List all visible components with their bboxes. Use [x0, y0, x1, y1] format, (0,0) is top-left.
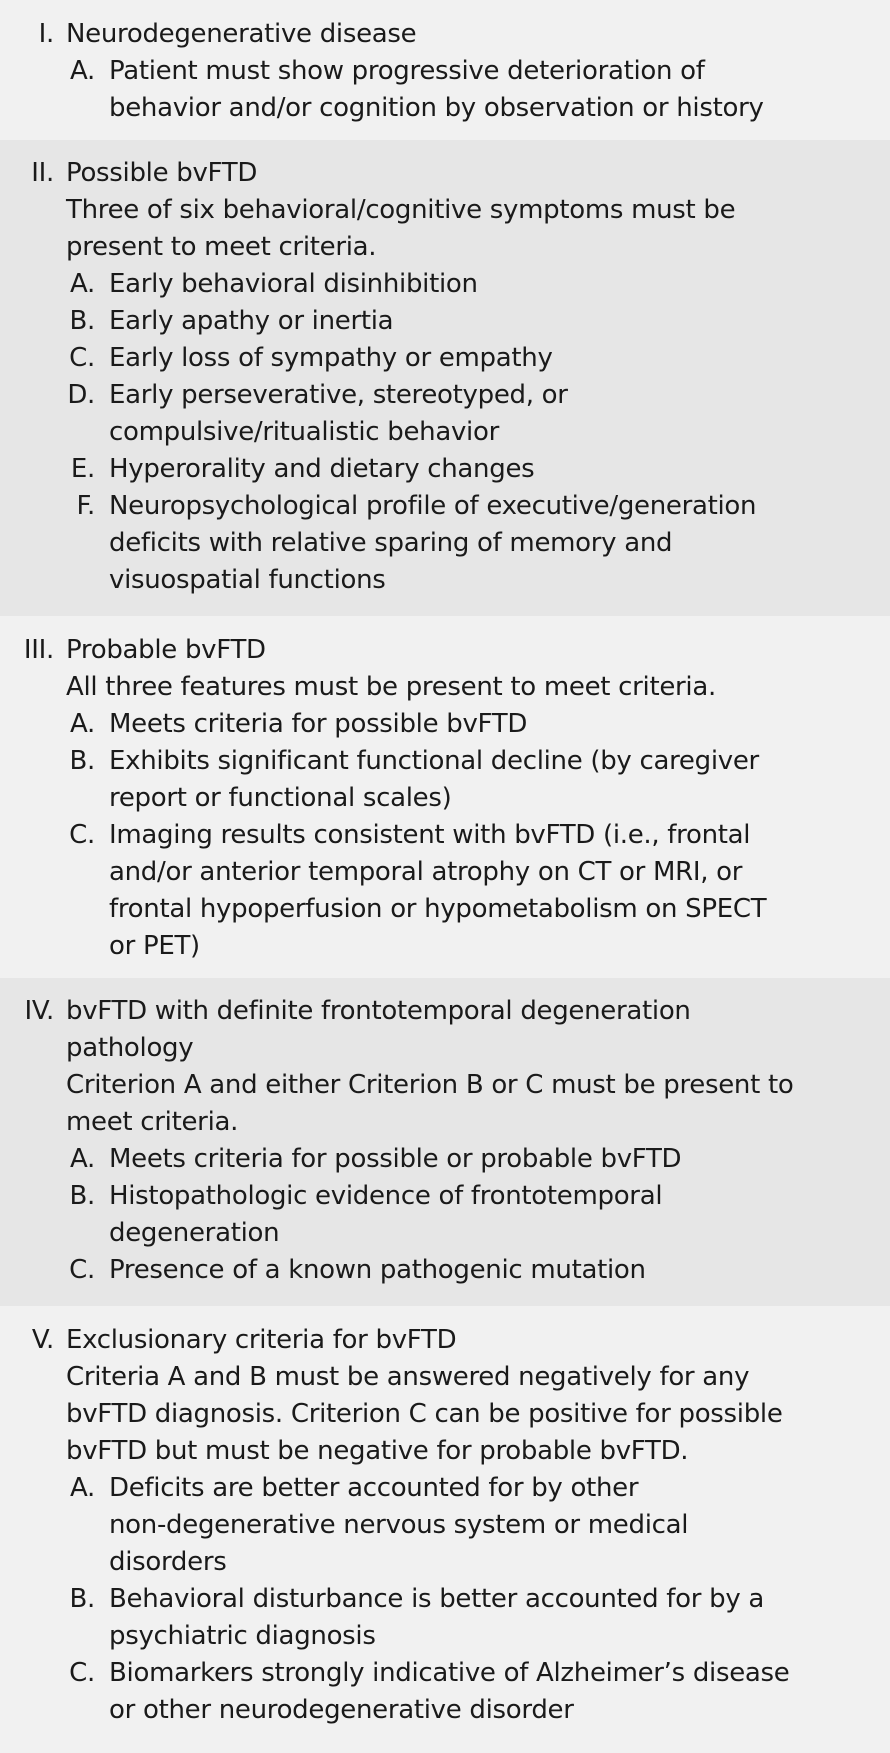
- section-note: Three of six behavioral/cognitive symptoms must be: [66, 195, 736, 225]
- section-numeral: V.: [31, 1325, 54, 1355]
- section-note: present to meet criteria.: [66, 232, 377, 262]
- item-text: frontal hypoperfusion or hypometabolism on SPECT: [109, 894, 767, 924]
- section-numeral: III.: [23, 635, 54, 665]
- item-letter: B.: [69, 1181, 95, 1211]
- item-text: Histopathologic evidence of frontotemporal: [109, 1181, 663, 1211]
- item-letter: A.: [70, 1473, 95, 1503]
- section-note: Criterion A and either Criterion B or C must be present to: [66, 1070, 794, 1100]
- item-letter: A.: [70, 269, 95, 299]
- item-text: Patient must show progressive deterioration of: [109, 56, 705, 86]
- section-note: meet criteria.: [66, 1107, 239, 1137]
- item-text: Early perseverative, stereotyped, or: [109, 380, 568, 410]
- item-letter: A.: [70, 709, 95, 739]
- item-text: Early apathy or inertia: [109, 306, 394, 336]
- section-title: Exclusionary criteria for bvFTD: [66, 1325, 457, 1355]
- item-letter: C.: [69, 343, 95, 373]
- section-title-continued: pathology: [66, 1033, 194, 1063]
- item-letter: E.: [70, 454, 95, 484]
- item-text: Presence of a known pathogenic mutation: [109, 1255, 646, 1285]
- item-text: or PET): [109, 931, 200, 961]
- item-letter: F.: [76, 491, 95, 521]
- item-letter: C.: [69, 1255, 95, 1285]
- item-text: Exhibits significant functional decline (by caregiver: [109, 746, 759, 776]
- section-numeral: II.: [31, 158, 54, 188]
- section-title: bvFTD with definite frontotemporal degeneration: [66, 996, 691, 1026]
- item-letter: D.: [67, 380, 95, 410]
- item-letter: A.: [70, 1144, 95, 1174]
- item-text: Meets criteria for possible bvFTD: [109, 709, 528, 739]
- section-title: Neurodegenerative disease: [66, 19, 417, 49]
- item-letter: C.: [69, 1658, 95, 1688]
- section-title: Probable bvFTD: [66, 635, 266, 665]
- item-text: disorders: [109, 1547, 227, 1577]
- item-text: deficits with relative sparing of memory and: [109, 528, 673, 558]
- section-1: [0, 0, 890, 140]
- item-text: Biomarkers strongly indicative of Alzheimer’s disease: [109, 1658, 790, 1688]
- item-text: non-degenerative nervous system or medical: [109, 1510, 689, 1540]
- section-note: Criteria A and B must be answered negatively for any: [66, 1362, 750, 1392]
- item-letter: B.: [69, 306, 95, 336]
- section-numeral: IV.: [24, 996, 54, 1026]
- item-text: Hyperorality and dietary changes: [109, 454, 535, 484]
- item-text: Behavioral disturbance is better accounted for by a: [109, 1584, 765, 1614]
- item-text: and/or anterior temporal atrophy on CT or MRI, or: [109, 857, 743, 887]
- item-text: Deficits are better accounted for by other: [109, 1473, 639, 1503]
- item-letter: A.: [70, 56, 95, 86]
- item-text: Early loss of sympathy or empathy: [109, 343, 553, 373]
- item-text: Neuropsychological profile of executive/generation: [109, 491, 757, 521]
- section-2: [0, 140, 890, 616]
- item-text: Early behavioral disinhibition: [109, 269, 478, 299]
- section-title: Possible bvFTD: [66, 158, 258, 188]
- section-4: [0, 978, 890, 1306]
- item-text: psychiatric diagnosis: [109, 1621, 376, 1651]
- item-text: visuospatial functions: [109, 565, 386, 595]
- item-text: Meets criteria for possible or probable bvFTD: [109, 1144, 682, 1174]
- section-numeral: I.: [38, 19, 54, 49]
- item-letter: C.: [69, 820, 95, 850]
- section-5: [0, 1306, 890, 1753]
- item-text: compulsive/ritualistic behavior: [109, 417, 499, 447]
- item-text: report or functional scales): [109, 783, 452, 813]
- item-text: or other neurodegenerative disorder: [109, 1695, 574, 1725]
- item-letter: B.: [69, 746, 95, 776]
- section-note: All three features must be present to meet criteria.: [66, 672, 716, 702]
- item-letter: B.: [69, 1584, 95, 1614]
- item-text: behavior and/or cognition by observation or history: [109, 93, 764, 123]
- item-text: Imaging results consistent with bvFTD (i.e., frontal: [109, 820, 751, 850]
- section-note: bvFTD diagnosis. Criterion C can be positive for possible: [66, 1399, 783, 1429]
- item-text: degeneration: [109, 1218, 280, 1248]
- section-3: [0, 616, 890, 978]
- section-note: bvFTD but must be negative for probable bvFTD.: [66, 1436, 689, 1466]
